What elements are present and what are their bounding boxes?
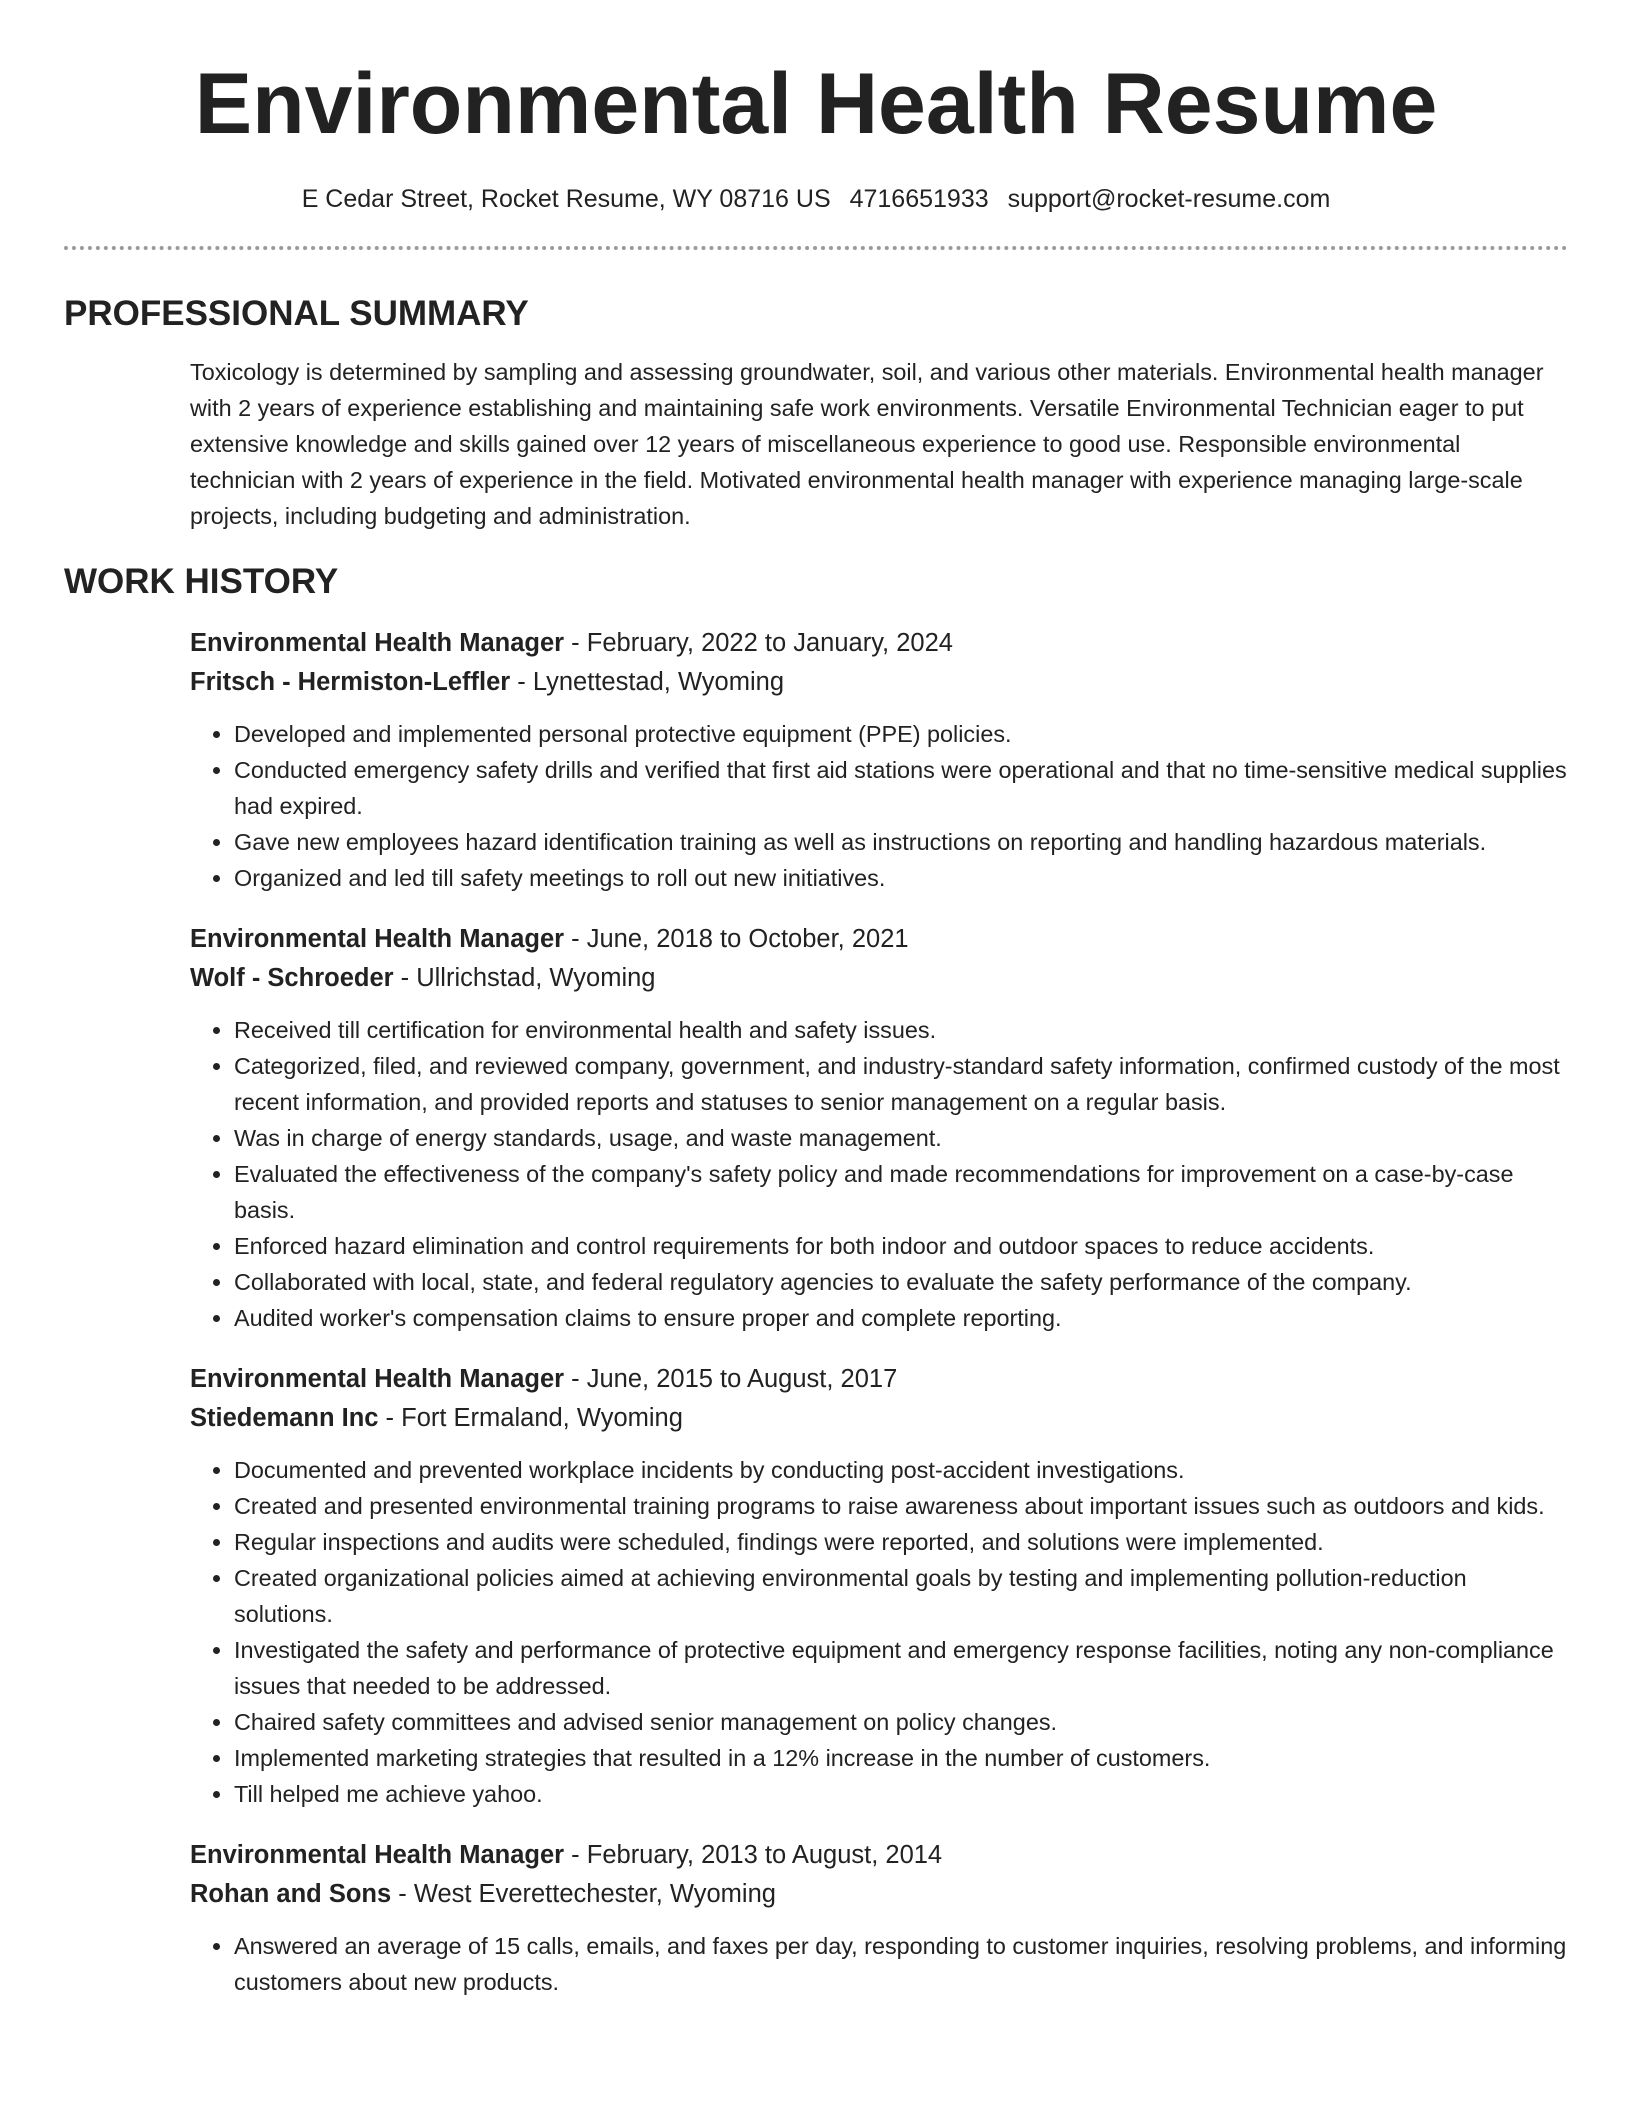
duty-item: • Created and presented environmental training programs to raise awareness about important issues such as outdoors and kids. bbox=[234, 1488, 1568, 1524]
job-dates: - February, 2013 to August, 2014 bbox=[564, 1841, 943, 1869]
contact-address: E Cedar Street, Rocket Resume, WY 08716 US bbox=[301, 185, 831, 213]
job-location: - West Everettechester, Wyoming bbox=[391, 1880, 776, 1908]
job-company: Stiedemann Inc bbox=[190, 1404, 379, 1432]
duty-item: • Evaluated the effectiveness of the company's safety policy and made recommendations for improvement on a case-by-case basis. bbox=[234, 1156, 1568, 1228]
duty-item: • Implemented marketing strategies that resulted in a 12% increase in the number of customers. bbox=[234, 1740, 1568, 1776]
resume-header bbox=[64, 0, 1568, 216]
job-entry bbox=[190, 1360, 1568, 1812]
duty-item: • Categorized, filed, and reviewed company, government, and industry-standard safety information, confirmed custody of the most recent information, and provided reports and statuses to senior management on a regular basis. bbox=[234, 1048, 1568, 1120]
job-title-line bbox=[190, 920, 1568, 959]
job-company: Wolf - Schroeder bbox=[190, 964, 394, 992]
header-divider bbox=[64, 246, 1568, 250]
duty-item: • Audited worker's compensation claims to ensure proper and complete reporting. bbox=[234, 1300, 1568, 1336]
job-entry bbox=[190, 624, 1568, 896]
duty-item: • Till helped me achieve yahoo. bbox=[234, 1776, 1568, 1812]
job-company-line bbox=[190, 663, 1568, 702]
job-duties bbox=[190, 716, 1568, 896]
job-company-line bbox=[190, 959, 1568, 998]
duty-item: • Organized and led till safety meetings to roll out new initiatives. bbox=[234, 860, 1568, 896]
contact-phone: 4716651933 bbox=[849, 185, 989, 213]
job-location: - Lynettestad, Wyoming bbox=[510, 668, 784, 696]
job-duties bbox=[190, 1928, 1568, 2000]
duty-item: • Developed and implemented personal protective equipment (PPE) policies. bbox=[234, 716, 1568, 752]
duty-item: • Was in charge of energy standards, usage, and waste management. bbox=[234, 1120, 1568, 1156]
job-title-line bbox=[190, 624, 1568, 663]
duty-item: • Chaired safety committees and advised senior management on policy changes. bbox=[234, 1704, 1568, 1740]
duty-item: • Regular inspections and audits were scheduled, findings were reported, and solutions were implemented. bbox=[234, 1524, 1568, 1560]
job-title-line bbox=[190, 1360, 1568, 1399]
job-company-line bbox=[190, 1875, 1568, 1914]
job-dates: - June, 2018 to October, 2021 bbox=[564, 925, 909, 953]
job-location: - Ullrichstad, Wyoming bbox=[393, 964, 656, 992]
duty-item: • Answered an average of 15 calls, emails, and faxes per day, responding to customer inquiries, resolving problems, and informing customers about new products. bbox=[234, 1928, 1568, 2000]
summary-text: Toxicology is determined by sampling and assessing groundwater, soil, and various other materials. Environmental health manager with 2 years of experience establishing and maintaining safe work environments. Versatile Environmental Technician eager to put extensive knowledge and skills gained over 12 years of miscellaneous experience to good use. Responsible environmental technician with 2 years of experience in the field. Motivated environmental health manager with experience managing large-scale projects, including budgeting and administration. bbox=[190, 359, 1544, 529]
job-dates: - June, 2015 to August, 2017 bbox=[564, 1365, 898, 1393]
job-duties bbox=[190, 1452, 1568, 1812]
work-history-list bbox=[190, 624, 1568, 2000]
work-history-heading: WORK HISTORY bbox=[64, 562, 339, 601]
job-entry bbox=[190, 1836, 1568, 2000]
summary-heading: PROFESSIONAL SUMMARY bbox=[64, 294, 529, 333]
job-duties bbox=[190, 1012, 1568, 1336]
job-role: Environmental Health Manager bbox=[190, 1841, 565, 1869]
job-company: Rohan and Sons bbox=[190, 1880, 392, 1908]
job-company: Fritsch - Hermiston-Leffler bbox=[190, 668, 511, 696]
resume-title: Environmental Health Resume bbox=[194, 56, 1438, 152]
duty-item: • Investigated the safety and performance of protective equipment and emergency response facilities, noting any non-compliance issues that needed to be addressed. bbox=[234, 1632, 1568, 1704]
job-location: - Fort Ermaland, Wyoming bbox=[378, 1404, 683, 1432]
duty-item: • Conducted emergency safety drills and verified that first aid stations were operational and that no time-sensitive medical supplies had expired. bbox=[234, 752, 1568, 824]
duty-item: • Documented and prevented workplace incidents by conducting post-accident investigations. bbox=[234, 1452, 1568, 1488]
job-role: Environmental Health Manager bbox=[190, 925, 565, 953]
contact-email: support@rocket-resume.com bbox=[1007, 185, 1331, 213]
duty-item: • Collaborated with local, state, and federal regulatory agencies to evaluate the safety performance of the company. bbox=[234, 1264, 1568, 1300]
job-role: Environmental Health Manager bbox=[190, 629, 565, 657]
job-title-line bbox=[190, 1836, 1568, 1875]
job-company-line bbox=[190, 1399, 1568, 1438]
duty-item: • Received till certification for environmental health and safety issues. bbox=[234, 1012, 1568, 1048]
duty-item: • Enforced hazard elimination and control requirements for both indoor and outdoor spaces to reduce accidents. bbox=[234, 1228, 1568, 1264]
duty-item: • Gave new employees hazard identification training as well as instructions on reporting and handling hazardous materials. bbox=[234, 824, 1568, 860]
duty-item: • Created organizational policies aimed at achieving environmental goals by testing and implementing pollution-reduction solutions. bbox=[234, 1560, 1568, 1632]
job-entry bbox=[190, 920, 1568, 1336]
job-dates: - February, 2022 to January, 2024 bbox=[564, 629, 953, 657]
job-role: Environmental Health Manager bbox=[190, 1365, 565, 1393]
contact-line bbox=[64, 182, 1568, 216]
